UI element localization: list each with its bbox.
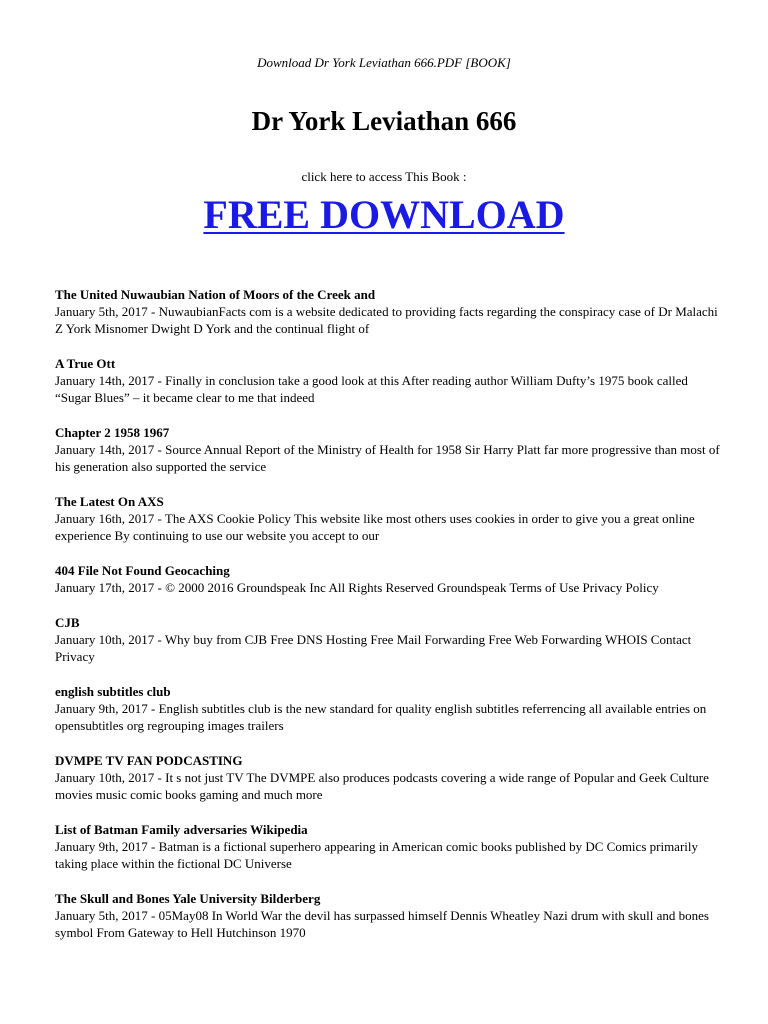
list-item xyxy=(55,286,720,337)
list-item xyxy=(55,614,720,665)
entry-description: January 9th, 2017 - Batman is a fictional superhero appearing in American comic books published by DC Comics primarily taking place within the fictional DC Universe xyxy=(55,839,698,871)
entry-title: english subtitles club xyxy=(55,684,171,699)
entry-title: CJB xyxy=(55,615,80,630)
list-item xyxy=(55,752,720,803)
entry-title: A True Ott xyxy=(55,356,116,371)
entry-description: January 10th, 2017 - It s not just TV The DVMPE also produces podcasts covering a wide range of Popular and Geek Culture movies music comic books gaming and much more xyxy=(55,770,709,802)
list-item xyxy=(55,424,720,475)
entry-description: January 16th, 2017 - The AXS Cookie Policy This website like most others uses cookies in order to give you a great online experience By continuing to use our website you accept to our xyxy=(55,511,695,543)
entry-title: The Latest On AXS xyxy=(55,494,164,509)
entry-description: January 10th, 2017 - Why buy from CJB Free DNS Hosting Free Mail Forwarding Free Web Forwarding WHOIS Contact Privacy xyxy=(55,632,692,664)
entry-description: January 5th, 2017 - 05May08 In World War the devil has surpassed himself Dennis Wheatley Nazi drum with skull and bones symbol From Gateway to Hell Hutchinson 1970 xyxy=(55,908,709,940)
free-download-container xyxy=(0,191,768,239)
entry-title: Chapter 2 1958 1967 xyxy=(55,425,170,440)
list-item xyxy=(55,683,720,734)
entry-list xyxy=(55,286,720,959)
entry-title: The Skull and Bones Yale University Bilderberg xyxy=(55,891,321,906)
entry-description: January 14th, 2017 - Source Annual Report of the Ministry of Health for 1958 Sir Harry Platt far more progressive than most of his generation also supported the service xyxy=(55,442,720,474)
entry-title: 404 File Not Found Geocaching xyxy=(55,563,230,578)
page-header: Download Dr York Leviathan 666.PDF [BOOK] xyxy=(257,55,511,70)
list-item xyxy=(55,493,720,544)
entry-description: January 14th, 2017 - Finally in conclusion take a good look at this After reading author William Dufty’s 1975 book called “Sugar Blues” – it became clear to me that indeed xyxy=(55,373,688,405)
list-item xyxy=(55,562,720,596)
entry-title: DVMPE TV FAN PODCASTING xyxy=(55,753,243,768)
list-item xyxy=(55,821,720,872)
list-item xyxy=(55,890,720,941)
access-instruction: click here to access This Book : xyxy=(301,169,467,184)
entry-description: January 17th, 2017 - © 2000 2016 Groundspeak Inc All Rights Reserved Groundspeak Terms of Use Privacy Policy xyxy=(55,580,659,595)
free-download-link[interactable]: FREE DOWNLOAD xyxy=(203,192,565,237)
entry-description: January 5th, 2017 - NuwaubianFacts com is a website dedicated to providing facts regarding the conspiracy case of Dr Malachi Z York Misnomer Dwight D York and the continual flight of xyxy=(55,304,718,336)
entry-description: January 9th, 2017 - English subtitles club is the new standard for quality english subtitles referrencing all available entries on opensubtitles org regrouping images trailers xyxy=(55,701,707,733)
entry-title: The United Nuwaubian Nation of Moors of the Creek and xyxy=(55,287,376,302)
list-item xyxy=(55,355,720,406)
entry-title: List of Batman Family adversaries Wikipedia xyxy=(55,822,308,837)
page-title: Dr York Leviathan 666 xyxy=(251,106,517,136)
